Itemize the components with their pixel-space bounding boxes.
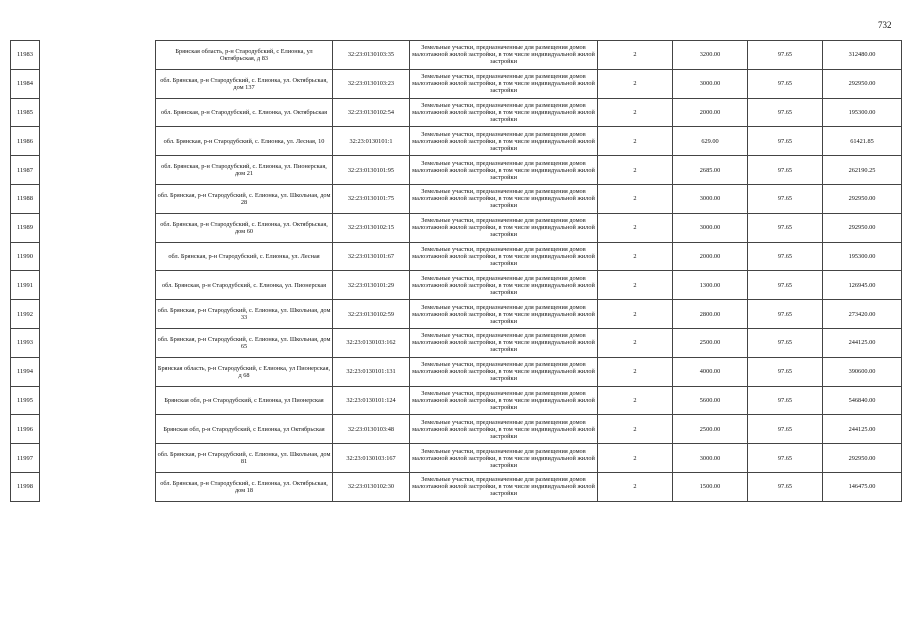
area-cell: 4000.00 (673, 357, 748, 386)
table-row (156, 69, 902, 98)
category-cell: 2 (598, 357, 673, 386)
address-cell: обл. Брянская, р-н Стародубский, с. Елионка, ул. Школьная, дом 33 (156, 300, 333, 329)
address-cell: обл. Брянская, р-н Стародубский, с. Елионка, ул. Лесная (156, 242, 333, 271)
cadastral-value-cell: 312480.00 (823, 41, 902, 70)
row-index-cell: 11995 (11, 386, 40, 415)
table-row (156, 156, 902, 185)
row-index-row (11, 184, 40, 213)
cadastral-number-cell: 32:23:0130101:1 (333, 127, 410, 156)
area-cell: 2500.00 (673, 415, 748, 444)
table-row (156, 127, 902, 156)
cadastral-number-cell: 32:23:0130101:124 (333, 386, 410, 415)
cadastral-value-cell: 126945.00 (823, 271, 902, 300)
area-cell: 1500.00 (673, 472, 748, 501)
table-row (156, 472, 902, 501)
row-index-cell: 11998 (11, 472, 40, 501)
permitted-use-cell: Земельные участки, предназначенные для размещения домов малоэтажной жилой застройки, в том числе индивидуальной жилой застройки (410, 98, 598, 127)
row-index-cell: 11985 (11, 98, 40, 127)
rate-cell: 97.65 (748, 472, 823, 501)
rate-cell: 97.65 (748, 415, 823, 444)
row-index-cell: 11994 (11, 357, 40, 386)
category-cell: 2 (598, 156, 673, 185)
address-cell: обл. Брянская, р-н Стародубский, с. Елионка, ул. Октябрьская, дом 137 (156, 69, 333, 98)
cadastral-number-cell: 32:23:0130101:29 (333, 271, 410, 300)
address-cell: обл. Брянская, р-н Стародубский, с. Елионка, ул. Октябрьская, дом 18 (156, 472, 333, 501)
row-index-row (11, 213, 40, 242)
row-index-row (11, 472, 40, 501)
row-index-row (11, 156, 40, 185)
category-cell: 2 (598, 98, 673, 127)
permitted-use-cell: Земельные участки, предназначенные для размещения домов малоэтажной жилой застройки, в том числе индивидуальной жилой застройки (410, 271, 598, 300)
area-cell: 3000.00 (673, 444, 748, 473)
area-cell: 3200.00 (673, 41, 748, 70)
address-cell: обл. Брянская, р-н Стародубский, с. Елионка, ул. Октябрьская, дом 60 (156, 213, 333, 242)
table-row (156, 415, 902, 444)
cadastral-value-cell: 195300.00 (823, 98, 902, 127)
permitted-use-cell: Земельные участки, предназначенные для размещения домов малоэтажной жилой застройки, в том числе индивидуальной жилой застройки (410, 156, 598, 185)
category-cell: 2 (598, 69, 673, 98)
row-index-cell: 11996 (11, 415, 40, 444)
area-cell: 2685.00 (673, 156, 748, 185)
cadastral-number-cell: 32:23:0130103:48 (333, 415, 410, 444)
category-cell: 2 (598, 444, 673, 473)
row-index-row (11, 386, 40, 415)
permitted-use-cell: Земельные участки, предназначенные для размещения домов малоэтажной жилой застройки, в том числе индивидуальной жилой застройки (410, 328, 598, 357)
permitted-use-cell: Земельные участки, предназначенные для размещения домов малоэтажной жилой застройки, в том числе индивидуальной жилой застройки (410, 213, 598, 242)
cadastral-number-cell: 32:23:0130102:30 (333, 472, 410, 501)
address-cell: обл. Брянская, р-н Стародубский, с. Елионка, ул. Школьная, дом 65 (156, 328, 333, 357)
area-cell: 2800.00 (673, 300, 748, 329)
address-cell: обл. Брянская, р-н Стародубский, с. Елионка, ул. Пионерская, дом 21 (156, 156, 333, 185)
row-index-row (11, 271, 40, 300)
rate-cell: 97.65 (748, 386, 823, 415)
row-index-row (11, 69, 40, 98)
row-index-cell: 11988 (11, 184, 40, 213)
row-index-row (11, 328, 40, 357)
area-cell: 3000.00 (673, 184, 748, 213)
category-cell: 2 (598, 184, 673, 213)
cadastral-number-cell: 32:23:0130103:167 (333, 444, 410, 473)
page-number: 732 (878, 20, 892, 30)
permitted-use-cell: Земельные участки, предназначенные для размещения домов малоэтажной жилой застройки, в том числе индивидуальной жилой застройки (410, 472, 598, 501)
permitted-use-cell: Земельные участки, предназначенные для размещения домов малоэтажной жилой застройки, в том числе индивидуальной жилой застройки (410, 69, 598, 98)
category-cell: 2 (598, 213, 673, 242)
address-cell: Брянская область, р-н Стародубский, с Елионка, ул Октябрьская, д 83 (156, 41, 333, 70)
rate-cell: 97.65 (748, 242, 823, 271)
rate-cell: 97.65 (748, 69, 823, 98)
cadastral-number-cell: 32:23:0130103:23 (333, 69, 410, 98)
row-index-cell: 11990 (11, 242, 40, 271)
rate-cell: 97.65 (748, 184, 823, 213)
row-index-cell: 11991 (11, 271, 40, 300)
row-index-cell: 11992 (11, 300, 40, 329)
cadastral-number-cell: 32:23:0130102:59 (333, 300, 410, 329)
table-row (156, 98, 902, 127)
cadastral-value-cell: 292950.00 (823, 69, 902, 98)
address-cell: обл. Брянская, р-н Стародубский, с. Елионка, ул. Школьная, дом 28 (156, 184, 333, 213)
cadastral-number-cell: 32:23:0130101:95 (333, 156, 410, 185)
rate-cell: 97.65 (748, 156, 823, 185)
rate-cell: 97.65 (748, 444, 823, 473)
category-cell: 2 (598, 271, 673, 300)
rate-cell: 97.65 (748, 213, 823, 242)
category-cell: 2 (598, 300, 673, 329)
permitted-use-cell: Земельные участки, предназначенные для размещения домов малоэтажной жилой застройки, в том числе индивидуальной жилой застройки (410, 41, 598, 70)
address-cell: Брянская обл, р-н Стародубский, с Елионка, ул Октябрьская (156, 415, 333, 444)
row-index-row (11, 127, 40, 156)
cadastral-number-cell: 32:23:0130101:75 (333, 184, 410, 213)
row-index-cell: 11989 (11, 213, 40, 242)
row-index-row (11, 98, 40, 127)
area-cell: 3000.00 (673, 213, 748, 242)
cadastral-number-cell: 32:23:0130101:67 (333, 242, 410, 271)
category-cell: 2 (598, 242, 673, 271)
cadastral-number-cell: 32:23:0130103:35 (333, 41, 410, 70)
table-row (156, 41, 902, 70)
area-cell: 5600.00 (673, 386, 748, 415)
cadastral-value-cell: 244125.00 (823, 415, 902, 444)
permitted-use-cell: Земельные участки, предназначенные для размещения домов малоэтажной жилой застройки, в том числе индивидуальной жилой застройки (410, 386, 598, 415)
permitted-use-cell: Земельные участки, предназначенные для размещения домов малоэтажной жилой застройки, в том числе индивидуальной жилой застройки (410, 127, 598, 156)
row-index-row (11, 41, 40, 70)
row-index-cell: 11986 (11, 127, 40, 156)
row-index-row (11, 300, 40, 329)
cadastral-number-cell: 32:23:0130102:15 (333, 213, 410, 242)
row-index-cell: 11984 (11, 69, 40, 98)
permitted-use-cell: Земельные участки, предназначенные для размещения домов малоэтажной жилой застройки, в том числе индивидуальной жилой застройки (410, 444, 598, 473)
rate-cell: 97.65 (748, 271, 823, 300)
cadastral-value-cell: 61421.85 (823, 127, 902, 156)
table-row (156, 386, 902, 415)
area-cell: 1300.00 (673, 271, 748, 300)
cadastral-value-cell: 546840.00 (823, 386, 902, 415)
row-index-row (11, 242, 40, 271)
address-cell: обл. Брянская, р-н Стародубский, с. Елионка, ул. Школьная, дом 81 (156, 444, 333, 473)
permitted-use-cell: Земельные участки, предназначенные для размещения домов малоэтажной жилой застройки, в том числе индивидуальной жилой застройки (410, 184, 598, 213)
cadastral-value-cell: 292950.00 (823, 184, 902, 213)
area-cell: 3000.00 (673, 69, 748, 98)
rate-cell: 97.65 (748, 41, 823, 70)
cadastral-value-cell: 195300.00 (823, 242, 902, 271)
cadastral-value-cell: 390600.00 (823, 357, 902, 386)
land-plots-table (155, 40, 902, 502)
area-cell: 2500.00 (673, 328, 748, 357)
row-index-cell: 11993 (11, 328, 40, 357)
cadastral-number-cell: 32:23:0130102:54 (333, 98, 410, 127)
row-index-cell: 11997 (11, 444, 40, 473)
table-row (156, 242, 902, 271)
cadastral-value-cell: 146475.00 (823, 472, 902, 501)
cadastral-number-cell: 32:23:0130103:162 (333, 328, 410, 357)
category-cell: 2 (598, 472, 673, 501)
rate-cell: 97.65 (748, 300, 823, 329)
table-row (156, 213, 902, 242)
category-cell: 2 (598, 127, 673, 156)
category-cell: 2 (598, 415, 673, 444)
area-cell: 2000.00 (673, 242, 748, 271)
table-row (156, 328, 902, 357)
address-cell: обл. Брянская, р-н Стародубский, с. Елионка, ул. Октябрьская (156, 98, 333, 127)
row-index-cell: 11987 (11, 156, 40, 185)
cadastral-number-cell: 32:23:0130101:131 (333, 357, 410, 386)
permitted-use-cell: Земельные участки, предназначенные для размещения домов малоэтажной жилой застройки, в том числе индивидуальной жилой застройки (410, 242, 598, 271)
table-row (156, 271, 902, 300)
area-cell: 629.00 (673, 127, 748, 156)
cadastral-value-cell: 273420.00 (823, 300, 902, 329)
row-index-cell: 11983 (11, 41, 40, 70)
row-index-row (11, 444, 40, 473)
rate-cell: 97.65 (748, 328, 823, 357)
permitted-use-cell: Земельные участки, предназначенные для размещения домов малоэтажной жилой застройки, в том числе индивидуальной жилой застройки (410, 415, 598, 444)
category-cell: 2 (598, 41, 673, 70)
row-index-row (11, 357, 40, 386)
permitted-use-cell: Земельные участки, предназначенные для размещения домов малоэтажной жилой застройки, в том числе индивидуальной жилой застройки (410, 357, 598, 386)
cadastral-value-cell: 244125.00 (823, 328, 902, 357)
category-cell: 2 (598, 386, 673, 415)
area-cell: 2000.00 (673, 98, 748, 127)
address-cell: обл. Брянская, р-н Стародубский, с. Елионка, ул. Пионерская (156, 271, 333, 300)
cadastral-value-cell: 262190.25 (823, 156, 902, 185)
row-index-row (11, 415, 40, 444)
address-cell: обл. Брянская, р-н Стародубский, с. Елионка, ул. Лесная, 10 (156, 127, 333, 156)
rate-cell: 97.65 (748, 127, 823, 156)
permitted-use-cell: Земельные участки, предназначенные для размещения домов малоэтажной жилой застройки, в том числе индивидуальной жилой застройки (410, 300, 598, 329)
address-cell: Брянская обл, р-н Стародубский, с Елионка, ул Пионерская (156, 386, 333, 415)
rate-cell: 97.65 (748, 98, 823, 127)
cadastral-value-cell: 292950.00 (823, 213, 902, 242)
row-index-column (10, 40, 40, 502)
table-row (156, 357, 902, 386)
table-row (156, 184, 902, 213)
table-row (156, 300, 902, 329)
rate-cell: 97.65 (748, 357, 823, 386)
category-cell: 2 (598, 328, 673, 357)
table-row (156, 444, 902, 473)
cadastral-value-cell: 292950.00 (823, 444, 902, 473)
address-cell: Брянская область, р-н Стародубский, с Елионка, ул Пионерская, д 68 (156, 357, 333, 386)
